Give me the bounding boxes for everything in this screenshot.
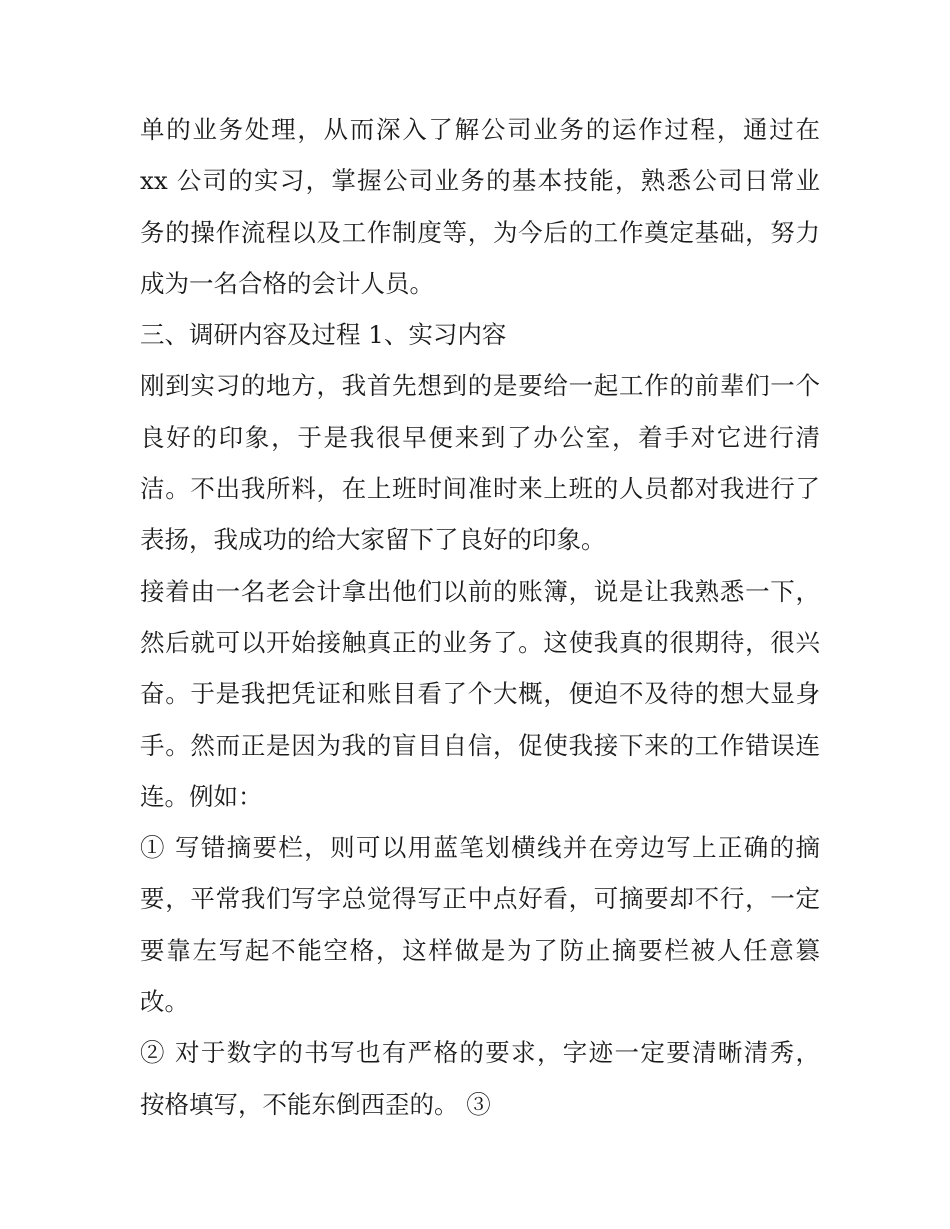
text-line: 务的操作流程以及工作制度等，为今后的工作奠定基础，努力 bbox=[140, 217, 820, 247]
list-item: ② 对于数字的书写也有严格的要求，字迹一定要清晰清秀， bbox=[140, 1038, 820, 1068]
text-line: 良好的印象，于是我很早便来到了办公室，着手对它进行清 bbox=[140, 422, 820, 452]
text-line: 改。 bbox=[140, 987, 189, 1017]
text-line: 奋。于是我把凭证和账目看了个大概，便迫不及待的想大显身 bbox=[140, 679, 820, 709]
text-line: 表扬，我成功的给大家留下了良好的印象。 bbox=[140, 525, 606, 555]
text-line: 要，平常我们写字总觉得写正中点好看，可摘要却不行，一定 bbox=[140, 884, 820, 914]
text-line: 洁。不出我所料，在上班时间准时来上班的人员都对我进行了 bbox=[140, 474, 820, 504]
text-line: 要靠左写起不能空格，这样做是为了防止摘要栏被人任意篡 bbox=[140, 935, 820, 965]
text-line: 按格填写，不能东倒西歪的。 ③ bbox=[140, 1089, 491, 1119]
text-line: 接着由一名老会计拿出他们以前的账簿，说是让我熟悉一下， bbox=[140, 576, 820, 606]
text-line: xx 公司的实习，掌握公司业务的基本技能，熟悉公司日常业 bbox=[140, 166, 820, 196]
list-item: ① 写错摘要栏，则可以用蓝笔划横线并在旁边写上正确的摘 bbox=[140, 833, 820, 863]
text-line: 然后就可以开始接触真正的业务了。这使我真的很期待，很兴 bbox=[140, 627, 820, 657]
text-line: 手。然而正是因为我的盲目自信，促使我接下来的工作错误连 bbox=[140, 730, 820, 760]
text-line: 刚到实习的地方，我首先想到的是要给一起工作的前辈们一个 bbox=[140, 371, 820, 401]
text-line: 单的业务处理，从而深入了解公司业务的运作过程，通过在 bbox=[140, 115, 820, 144]
document-page bbox=[140, 104, 820, 1130]
section-heading: 三、调研内容及过程 1、实习内容 bbox=[140, 320, 507, 350]
text-line: 连。例如： bbox=[140, 781, 263, 811]
text-line: 成为一名合格的会计人员。 bbox=[140, 268, 434, 298]
